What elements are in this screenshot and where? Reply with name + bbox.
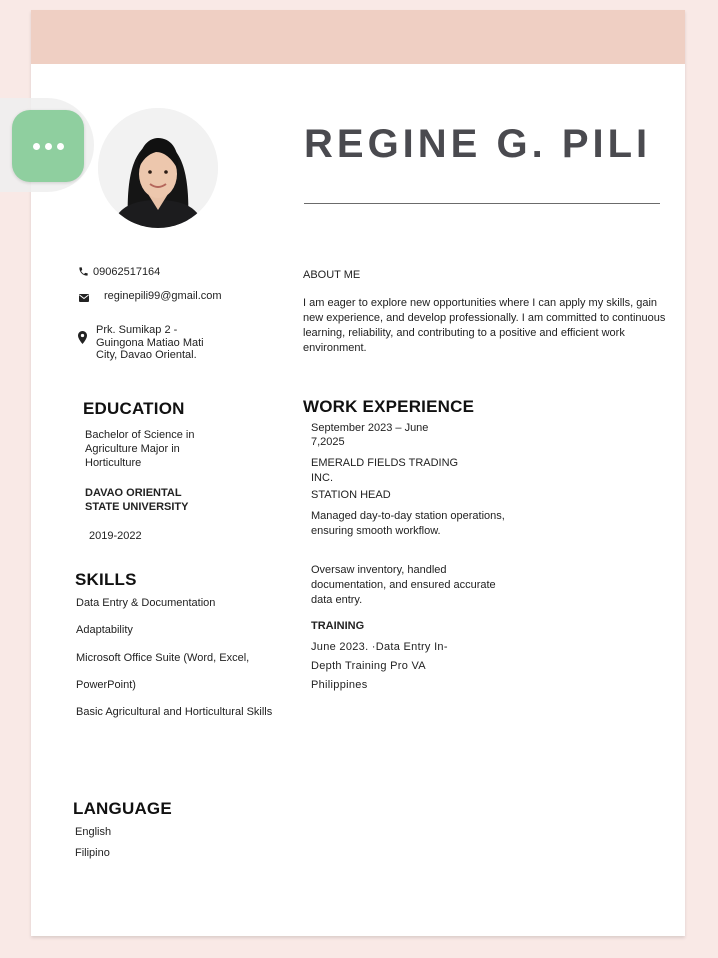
- work-role: STATION HEAD: [311, 489, 391, 501]
- degree-line: Bachelor of Science in: [85, 429, 195, 441]
- language-item: Filipino: [75, 847, 110, 859]
- skill-item: PowerPoint): [76, 679, 136, 691]
- education-school: [85, 486, 189, 514]
- phone-number: 09062517164: [93, 266, 161, 278]
- work-company: [311, 456, 458, 486]
- candidate-name: REGINE G. PILI: [304, 122, 652, 166]
- skill-item: Data Entry & Documentation: [76, 597, 216, 609]
- work-date-line: 7,2025: [311, 436, 345, 448]
- address-line: Guingona Matiao Mati: [96, 336, 204, 349]
- address: [96, 324, 204, 362]
- about-line: learning, reliability, and contributing to a positive and efficient work: [303, 327, 625, 339]
- school-line: DAVAO ORIENTAL: [85, 487, 182, 499]
- language-item: English: [75, 826, 112, 838]
- education-heading: EDUCATION: [83, 399, 185, 418]
- duty-line: data entry.: [311, 594, 363, 606]
- degree-line: Horticulture: [85, 457, 142, 469]
- about-text: [303, 296, 665, 356]
- name-divider: [304, 203, 660, 204]
- training-line: June 2023. ·Data Entry In-: [311, 641, 448, 653]
- work-duty: [311, 563, 496, 608]
- skills-heading: SKILLS: [75, 570, 137, 589]
- address-line: City, Davao Oriental.: [96, 349, 197, 361]
- profile-photo: [98, 108, 218, 228]
- more-dots-icon: [33, 143, 40, 150]
- work-date-line: September 2023 – June: [311, 422, 429, 434]
- company-line: INC.: [311, 472, 333, 484]
- duty-line: Oversaw inventory, handled: [311, 564, 447, 576]
- training-line: Depth Training Pro VA: [311, 660, 426, 672]
- about-line: environment.: [303, 342, 367, 354]
- language-heading: LANGUAGE: [73, 799, 172, 818]
- work-dates: [311, 421, 428, 449]
- training-heading: TRAINING: [311, 620, 365, 632]
- skill-item: Basic Agricultural and Horticultural Skills: [76, 706, 273, 718]
- envelope-icon: [79, 294, 89, 302]
- email-address: reginepili99@gmail.com: [104, 290, 222, 302]
- duty-line: ensuring smooth workflow.: [311, 525, 441, 537]
- phone-icon: [78, 266, 89, 277]
- skill-item: Microsoft Office Suite (Word, Excel,: [76, 652, 250, 664]
- about-line: I am eager to explore new opportunities where I can apply my skills, gain: [303, 297, 658, 309]
- work-duty: [311, 509, 505, 539]
- map-pin-icon: [78, 331, 87, 344]
- duty-line: documentation, and ensured accurate: [311, 579, 496, 591]
- more-dots-icon: [57, 143, 64, 150]
- education-years: 2019-2022: [89, 530, 142, 542]
- skill-item: Adaptability: [76, 624, 133, 636]
- degree-line: Agriculture Major in: [85, 443, 180, 455]
- work-experience-heading: WORK EXPERIENCE: [303, 397, 475, 416]
- school-line: STATE UNIVERSITY: [85, 501, 189, 513]
- header-band: [31, 10, 685, 64]
- about-line: new experience, and develop professionally. I am committed to continuous: [303, 312, 666, 324]
- education-degree: [85, 428, 194, 470]
- about-heading: ABOUT ME: [303, 269, 361, 281]
- address-line: Prk. Sumikap 2 -: [96, 324, 178, 336]
- training-line: Philippines: [311, 679, 368, 691]
- company-line: EMERALD FIELDS TRADING: [311, 457, 459, 469]
- training-details: [311, 638, 448, 695]
- floating-menu-button[interactable]: [12, 110, 84, 182]
- more-dots-icon: [45, 143, 52, 150]
- duty-line: Managed day-to-day station operations,: [311, 510, 505, 522]
